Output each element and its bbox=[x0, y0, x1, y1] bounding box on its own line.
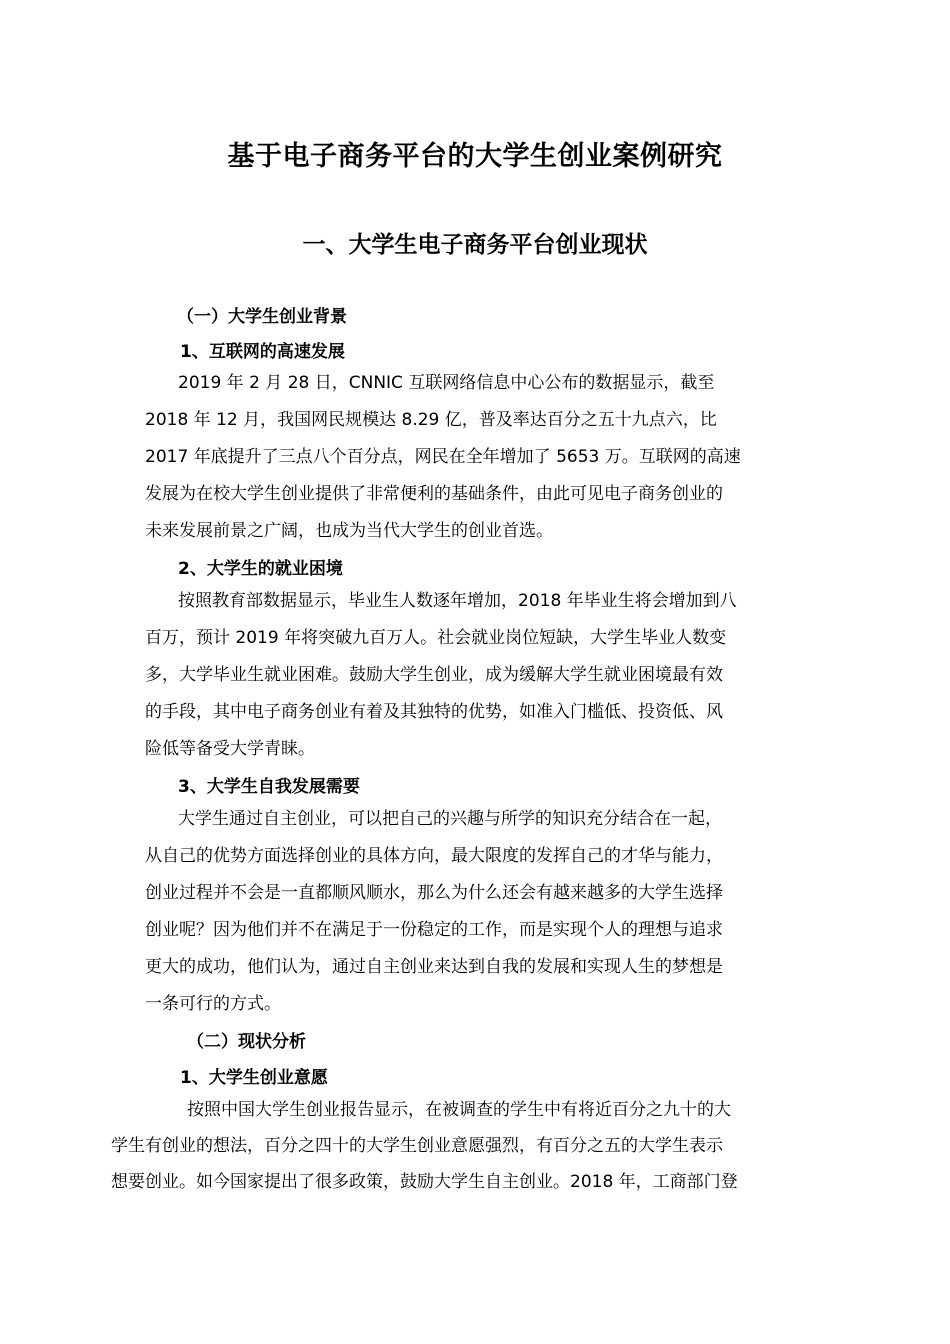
paragraph-line: 创业过程并不会是一直都顺风顺水，那么为什么还会有越来越多的大学生选择 bbox=[145, 883, 723, 903]
section-heading: 一、大学生电子商务平台创业现状 bbox=[302, 232, 648, 258]
paragraph-line: 想要创业。如今国家提出了很多政策，鼓励大学生自主创业。2018 年，工商部门登 bbox=[111, 1172, 738, 1192]
paragraph-line: 的手段，其中电子商务创业有着及其独特的优势，如准入门槛低、投资低、风 bbox=[145, 702, 723, 722]
paragraph-line: 创业呢？因为他们并不在满足于一份稳定的工作，而是实现个人的理想与追求 bbox=[145, 920, 723, 940]
paragraph-line: 按照中国大学生创业报告显示，在被调查的学生中有将近百分之九十的大 bbox=[187, 1100, 731, 1120]
paragraph-line: 险低等备受大学青睐。 bbox=[145, 739, 315, 759]
paragraph-line: 一条可行的方式。 bbox=[145, 994, 281, 1014]
document-title: 基于电子商务平台的大学生创业案例研究 bbox=[227, 141, 723, 172]
paragraph-line: 从自己的优势方面选择创业的具体方向，最大限度的发挥自己的才华与能力， bbox=[145, 846, 723, 866]
subsection-heading: （二）现状分析 bbox=[187, 1032, 306, 1052]
paragraph-line: 2017 年底提升了三点八个百分点，网民在全年增加了 5653 万。互联网的高速 bbox=[145, 447, 741, 467]
paragraph-line: 大学生通过自主创业，可以把自己的兴趣与所学的知识充分结合在一起， bbox=[178, 809, 722, 829]
paragraph-line: 学生有创业的想法，百分之四十的大学生创业意愿强烈，有百分之五的大学生表示 bbox=[111, 1136, 723, 1156]
item-heading: 3、大学生自我发展需要 bbox=[178, 777, 360, 797]
item-heading: 1、互联网的高速发展 bbox=[180, 342, 345, 362]
paragraph-line: 发展为在校大学生创业提供了非常便利的基础条件，由此可见电子商务创业的 bbox=[145, 484, 723, 504]
paragraph-line: 未来发展前景之广阔，也成为当代大学生的创业首选。 bbox=[145, 521, 553, 541]
paragraph-line: 多，大学毕业生就业困难。鼓励大学生创业，成为缓解大学生就业困境最有效 bbox=[145, 665, 723, 685]
paragraph-line: 按照教育部数据显示，毕业生人数逐年增加，2018 年毕业生将会增加到八 bbox=[178, 591, 737, 611]
paragraph-line: 2019 年 2 月 28 日，CNNIC 互联网络信息中心公布的数据显示，截至 bbox=[178, 373, 715, 393]
subsection-heading: （一）大学生创业背景 bbox=[177, 307, 347, 327]
item-heading: 2、大学生的就业困境 bbox=[178, 559, 343, 579]
paragraph-line: 百万，预计 2019 年将突破九百万人。社会就业岗位短缺，大学生毕业人数变 bbox=[145, 628, 727, 648]
paragraph-line: 更大的成功，他们认为，通过自主创业来达到自我的发展和实现人生的梦想是 bbox=[145, 957, 723, 977]
paragraph-line: 2018 年 12 月，我国网民规模达 8.29 亿，普及率达百分之五十九点六，比 bbox=[145, 410, 717, 430]
item-heading: 1、大学生创业意愿 bbox=[180, 1068, 328, 1088]
